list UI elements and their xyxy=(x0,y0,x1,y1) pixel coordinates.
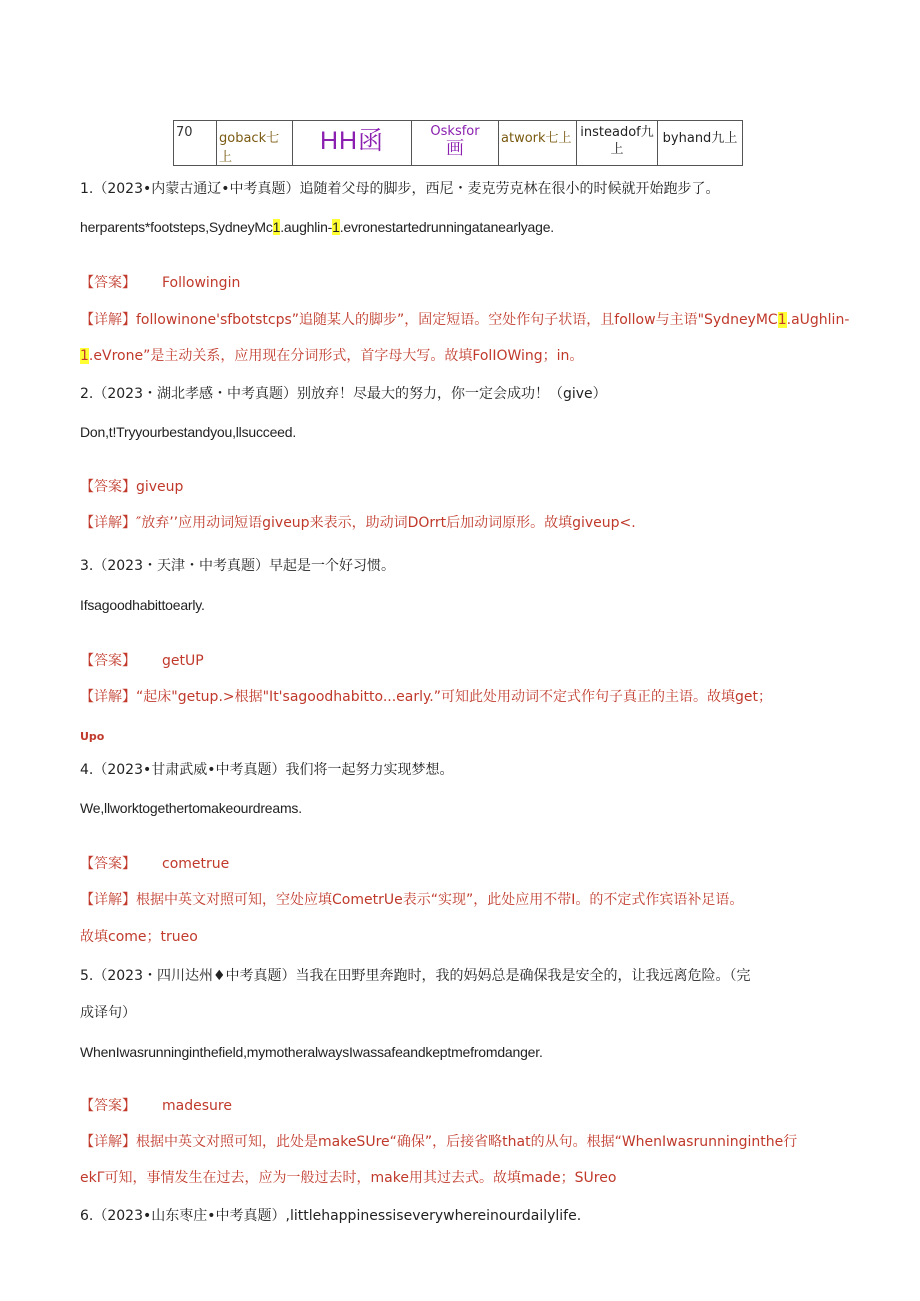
question-4-prompt: 4.（2023•甘肃武威•中考真题）我们将一起努力实现梦想。 xyxy=(80,762,454,778)
explanation-1-line-1 xyxy=(80,309,849,329)
explanation-4-line-2: 故填come；trueo xyxy=(80,929,198,945)
answer-value: getUP xyxy=(162,653,204,669)
explanation-5-line-2: ekΓ可知，事情发生在过去，应为一般过去时，make用其过去式。故填made；SUreo xyxy=(80,1170,617,1186)
phrase-table xyxy=(173,120,743,166)
answer-label: 【答案】 xyxy=(80,653,136,669)
text-segment: .eVrone”是主动关系，应用现在分词形式，首字母大写。故填FolIOWing；in。 xyxy=(88,348,584,364)
answer-value: cometrue xyxy=(162,856,230,872)
explanation-3-tail: Upo xyxy=(80,730,105,743)
answer-label: 【答案】 xyxy=(80,1098,136,1114)
explanation-5-line-1: 【详解】根据中英文对照可知，此处是makeSUre“确保”，后接省略that的从句。根据“WhenIwasrunninginthe行 xyxy=(80,1134,798,1150)
question-3-prompt: 3.（2023・天津・中考真题）早起是一个好习惯。 xyxy=(80,558,395,574)
table-cell-line: 上 xyxy=(610,142,624,157)
answer-label: 【答案】 xyxy=(80,479,136,495)
question-5-prompt-line-1: 5.（2023・四川达州♦中考真题）当我在田野里奔跑时，我的妈妈总是确保我是安全的，让我远离危险。（完 xyxy=(80,968,751,984)
question-2-prompt: 2.（2023・湖北孝感・中考真题）别放弃！尽最大的努力，你一定会成功！（give） xyxy=(80,386,607,402)
answer-4 xyxy=(80,853,229,873)
table-cell: goback七上 xyxy=(217,121,293,166)
answer-1 xyxy=(80,272,240,292)
explanation-4-line-1: 【详解】根据中英文对照可知，空处应填CometrUe表示“实现”，此处应用不带I。的不定式作宾语补足语。 xyxy=(80,892,744,908)
table-cell: byhand九上 xyxy=(658,121,743,166)
question-5-prompt-line-2: 成译句） xyxy=(80,1005,136,1021)
highlight: 1 xyxy=(777,312,787,328)
question-1-prompt: 1.（2023•内蒙古通辽•中考真题）追随着父母的脚步，西尼・麦克劳克林在很小的时候就开始跑步了。 xyxy=(80,181,720,197)
question-5-english: WhenIwasrunninginthefield,mymotheralwaysIwassafeandkeptmefromdanger. xyxy=(80,1044,543,1060)
table-cell-line: insteadof九 xyxy=(580,125,654,140)
table-cell-line: 画 xyxy=(446,138,464,159)
explanation-2: 【详解】″放弃’’应用动词短语giveup来表示，助动词DOrrt后加动词原形。故填giveup<. xyxy=(80,515,636,531)
question-6-prompt: 6.（2023•山东枣庄•中考真题）,littlehappinessiseverywhereinourdailylife. xyxy=(80,1208,582,1224)
text-segment: herparents*footsteps,SydneyMc xyxy=(80,219,273,235)
table-cell: atwork七上 xyxy=(499,121,577,166)
highlight: 1 xyxy=(332,219,340,235)
table-row xyxy=(174,121,743,166)
table-cell-line: Osksfor xyxy=(430,124,480,139)
answer-value: madesure xyxy=(162,1098,232,1114)
text-segment: .aUghlin- xyxy=(786,312,850,328)
answer-2 xyxy=(80,476,183,496)
highlight: 1 xyxy=(80,348,89,364)
question-1-english xyxy=(80,219,554,235)
answer-5 xyxy=(80,1095,232,1115)
highlight: 1 xyxy=(272,219,281,235)
answer-value: giveup xyxy=(136,479,184,495)
question-2-english: Don,t!Tryyourbestandyou,llsucceed. xyxy=(80,424,297,440)
text-segment: .aughlin- xyxy=(280,219,333,235)
answer-3 xyxy=(80,650,204,670)
table-cell: HH函 xyxy=(293,121,412,166)
table-cell xyxy=(412,121,499,166)
question-3-english: Ifsagoodhabittoearly. xyxy=(80,597,205,613)
answer-value: Followingin xyxy=(162,275,241,291)
answer-label: 【答案】 xyxy=(80,856,136,872)
explanation-3: 【详解】“起床"getup.>根据"It'sagoodhabitto...early.”可知此处用动词不定式作句子真正的主语。故填get； xyxy=(80,689,773,705)
table-cell xyxy=(577,121,658,166)
answer-label: 【答案】 xyxy=(80,275,136,291)
text-segment: .evronestartedrunningatanearlyage. xyxy=(339,219,554,235)
table-cell: 70 xyxy=(174,121,217,166)
explanation-1-line-2 xyxy=(80,345,583,365)
text-segment: 【详解】followinone'sfbotstcps”追随某人的脚步”，固定短语。空处作句子状语，且follow与主语"SydneyMC xyxy=(80,312,778,328)
question-4-english: We,llworktogethertomakeourdreams. xyxy=(80,800,302,816)
